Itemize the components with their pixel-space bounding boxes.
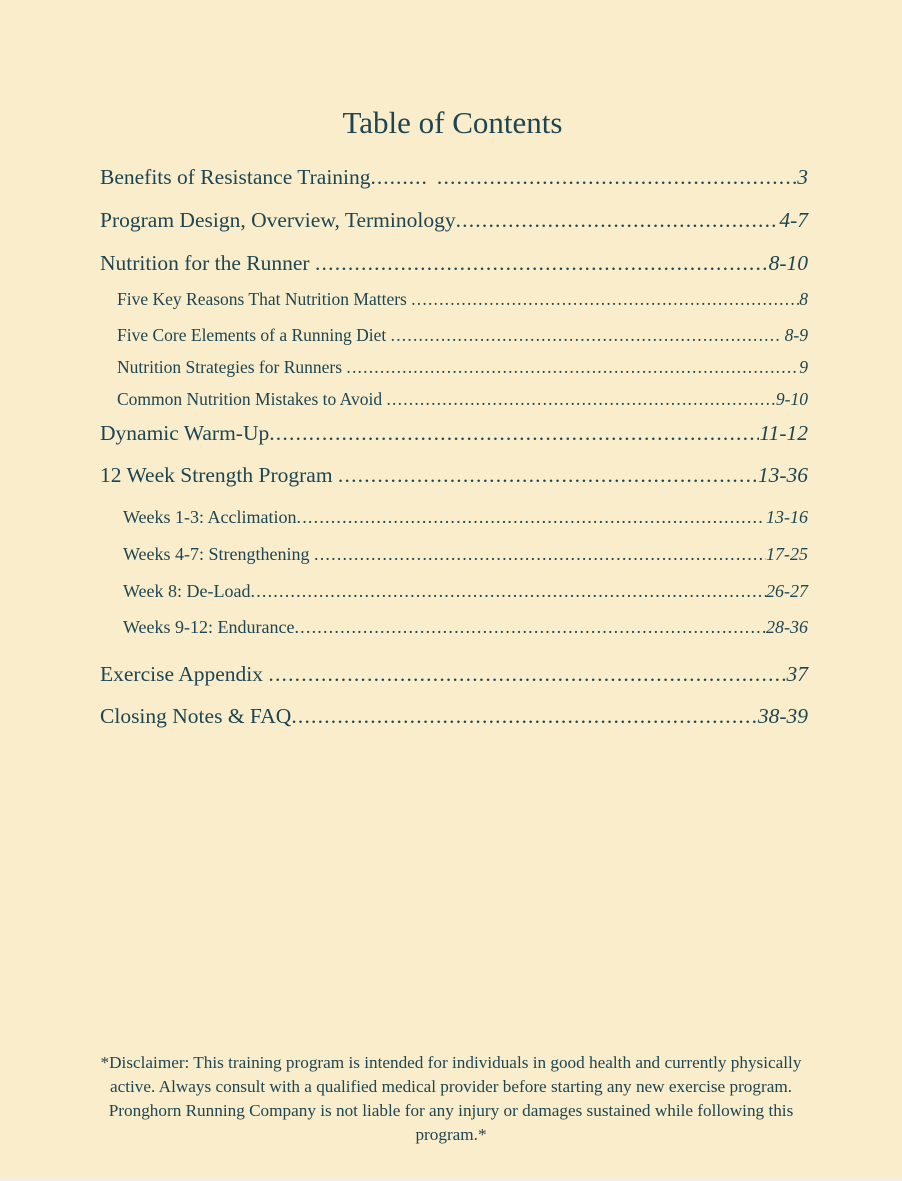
toc-entry[interactable]: [100, 356, 808, 379]
toc-entry-label: Weeks 1-3: Acclimation: [123, 507, 297, 527]
toc-dot-leader: [456, 206, 780, 234]
toc-dot-leader: [315, 249, 769, 277]
toc-entry[interactable]: [100, 461, 808, 489]
toc-entry-page: 9: [799, 357, 808, 377]
page-title: Table of Contents: [342, 105, 563, 140]
toc-entry[interactable]: [100, 206, 808, 234]
toc-entry-page: 3: [797, 165, 808, 189]
toc-entry-page: 17-25: [766, 544, 808, 564]
page-bottom-edge: [0, 1177, 902, 1181]
toc-entry-label: Benefits of Resistance Training: [100, 165, 371, 189]
toc-dot-leader: [346, 356, 799, 379]
toc-entry[interactable]: [100, 616, 808, 639]
toc-dot-leader: [269, 419, 759, 447]
toc-entry-page: 8-9: [780, 325, 808, 345]
toc-entry-label: 12 Week Strength Program: [100, 463, 338, 487]
toc-entry-page: 4-7: [779, 208, 808, 232]
toc-entry-page: 13-36: [757, 463, 808, 487]
toc-entry-label: Five Core Elements of a Running Diet: [117, 325, 391, 345]
toc-entry-label: Closing Notes & FAQ: [100, 704, 292, 728]
toc-entry-page: 8-10: [768, 251, 808, 275]
toc-entry[interactable]: [100, 702, 808, 730]
toc-dot-leader: [291, 702, 758, 730]
toc-entry[interactable]: [100, 543, 808, 566]
toc-list: [0, 163, 902, 730]
toc-dot-leader: [297, 506, 762, 529]
toc-entry-label: Program Design, Overview, Terminology: [100, 208, 456, 232]
toc-entry-page: 13-16: [761, 507, 808, 527]
toc-entry-label: Weeks 4-7: Strengthening: [123, 544, 315, 564]
toc-dot-leader: [314, 543, 766, 566]
toc-dot-leader: [294, 616, 766, 639]
toc-dot-leader: [338, 461, 758, 489]
toc-entry-page: 28-36: [766, 617, 808, 637]
toc-entry[interactable]: [100, 580, 808, 603]
toc-entry-label: Dynamic Warm-Up: [100, 421, 270, 445]
toc-dot-leader: [391, 324, 781, 347]
toc-dot-leader: [251, 580, 767, 603]
toc-entry-label: Five Key Reasons That Nutrition Matters: [117, 289, 412, 309]
toc-entry-label: Common Nutrition Mistakes to Avoid: [117, 389, 387, 409]
toc-entry[interactable]: [100, 419, 808, 447]
toc-entry-label: Nutrition Strategies for Runners: [117, 357, 347, 377]
toc-entry-page: 8: [799, 289, 808, 309]
toc-dot-leader: [386, 388, 775, 411]
toc-dot-leader: [437, 163, 797, 191]
toc-entry-label: Weeks 9-12: Endurance: [123, 617, 295, 637]
toc-dot-leader: [268, 660, 786, 688]
toc-entry-page: 38-39: [757, 704, 808, 728]
toc-entry[interactable]: [100, 388, 808, 411]
toc-entry-page: 26-27: [766, 581, 808, 601]
toc-entry-page: 11-12: [759, 421, 808, 445]
toc-dot-leader-prefix: .........: [370, 165, 428, 189]
toc-entry-label: Week 8: De-Load: [123, 581, 251, 601]
toc-entry[interactable]: [100, 163, 808, 191]
toc-entry[interactable]: [100, 324, 808, 347]
toc-entry[interactable]: [100, 506, 808, 529]
toc-entry-label: Exercise Appendix: [100, 662, 269, 686]
toc-entry[interactable]: [100, 660, 808, 688]
toc-entry-label: Nutrition for the Runner: [100, 251, 315, 275]
toc-entry[interactable]: [100, 288, 808, 311]
disclaimer-text: *Disclaimer: This training program is intended for individuals in good health and currently physically active. Always consult with a qualified medical provider before starting any new exercise program. Pronghorn Running Company is not liable for any injury or damages sustained while following this program.*: [100, 1053, 802, 1144]
toc-dot-leader: [411, 288, 799, 311]
toc-entry[interactable]: [100, 249, 808, 277]
toc-entry-page: 9-10: [775, 389, 808, 409]
toc-entry-page: 37: [786, 662, 808, 686]
